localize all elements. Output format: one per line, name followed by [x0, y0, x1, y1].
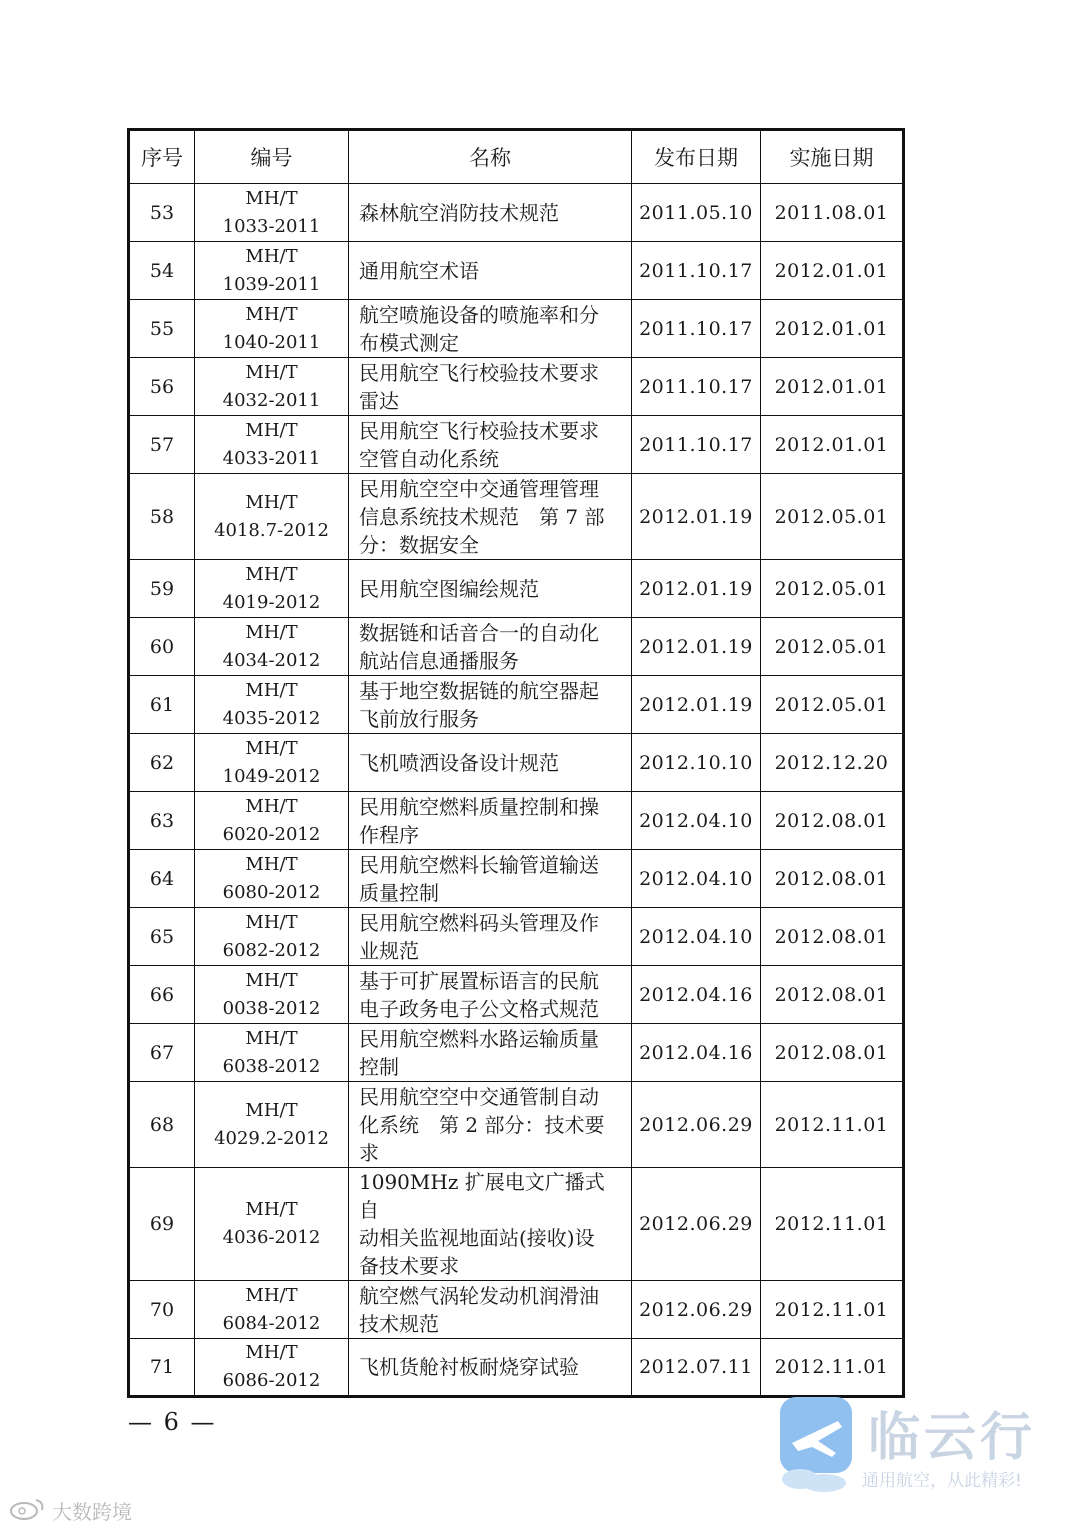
cell-publish-date: 2011.10.17 — [632, 300, 761, 358]
cell-code — [195, 1024, 349, 1082]
cell-effective-date: 2012.11.01 — [761, 1168, 904, 1281]
code-line: MH/T — [245, 969, 298, 991]
cell-seq: 63 — [129, 792, 195, 850]
cell-name — [349, 850, 632, 908]
cell-publish-date: 2012.01.19 — [632, 676, 761, 734]
code-line: 4033-2011 — [222, 447, 321, 469]
code-line: 1033-2011 — [222, 215, 321, 237]
cell-effective-date: 2012.08.01 — [761, 850, 904, 908]
cell-effective-date: 2012.01.01 — [761, 416, 904, 474]
cell-name — [349, 300, 632, 358]
cell-name — [349, 618, 632, 676]
code-line: 1040-2011 — [222, 331, 321, 353]
cell-effective-date: 2012.05.01 — [761, 474, 904, 560]
cell-seq: 60 — [129, 618, 195, 676]
cell-seq: 67 — [129, 1024, 195, 1082]
cell-publish-date: 2011.10.17 — [632, 358, 761, 416]
table-row — [129, 734, 904, 792]
code-line: 4032-2011 — [222, 389, 321, 411]
cell-effective-date: 2012.08.01 — [761, 1024, 904, 1082]
standards-table — [127, 128, 905, 1398]
code-line: 4018.7-2012 — [214, 519, 329, 541]
name-line: 民用航空图编绘规范 — [359, 576, 539, 601]
code-line: MH/T — [245, 491, 298, 513]
name-line: 森林航空消防技术规范 — [359, 200, 559, 225]
name-line: 化系统 第 2 部分：技术要 — [359, 1112, 605, 1137]
name-line: 民用航空空中交通管理管理 — [359, 476, 599, 501]
watermark-text: 大数跨境 — [52, 1500, 132, 1524]
cell-code — [195, 416, 349, 474]
code-line: 4034-2012 — [222, 649, 321, 671]
cell-seq: 54 — [129, 242, 195, 300]
cell-name — [349, 734, 632, 792]
name-line: 电子政务电子公文格式规范 — [359, 996, 599, 1021]
code-line: MH/T — [245, 1199, 298, 1220]
cell-seq: 71 — [129, 1339, 195, 1397]
name-line: 备技术要求 — [359, 1254, 459, 1278]
cell-code — [195, 792, 349, 850]
cell-code — [195, 184, 349, 242]
name-line: 民用航空飞行校验技术要求 — [359, 360, 599, 385]
name-line: 基于可扩展置标语言的民航 — [359, 968, 599, 993]
cell-publish-date: 2012.07.11 — [632, 1339, 761, 1397]
cell-name — [349, 1024, 632, 1082]
cell-publish-date: 2011.05.10 — [632, 184, 761, 242]
cell-publish-date: 2012.01.19 — [632, 474, 761, 560]
table-row — [129, 474, 904, 560]
cell-name — [349, 184, 632, 242]
table-row — [129, 676, 904, 734]
cell-code — [195, 474, 349, 560]
name-line: 飞机货舱衬板耐烧穿试验 — [359, 1355, 579, 1379]
table-row — [129, 966, 904, 1024]
code-line: MH/T — [245, 563, 298, 585]
header-publish-date: 发布日期 — [632, 130, 761, 184]
code-line: MH/T — [245, 1099, 298, 1121]
table-row — [129, 1339, 904, 1397]
name-line: 民用航空燃料长输管道输送 — [359, 852, 599, 877]
logo-slogan: 通用航空，从此精彩! — [862, 1471, 1022, 1491]
cell-name — [349, 242, 632, 300]
name-line: 数据链和话音合一的自动化 — [359, 620, 599, 645]
cell-name — [349, 416, 632, 474]
cell-publish-date: 2012.04.10 — [632, 792, 761, 850]
cell-name — [349, 474, 632, 560]
cell-name — [349, 1168, 632, 1281]
table-row — [129, 792, 904, 850]
cell-effective-date: 2012.08.01 — [761, 792, 904, 850]
cell-publish-date: 2012.06.29 — [632, 1082, 761, 1168]
cell-code — [195, 1281, 349, 1339]
cell-effective-date: 2012.08.01 — [761, 966, 904, 1024]
name-line: 民用航空燃料水路运输质量 — [359, 1026, 599, 1051]
name-line: 飞前放行服务 — [359, 706, 479, 731]
cell-name — [349, 966, 632, 1024]
cell-effective-date: 2012.01.01 — [761, 300, 904, 358]
cell-seq: 61 — [129, 676, 195, 734]
name-line: 空管自动化系统 — [359, 446, 499, 471]
cell-publish-date: 2012.10.10 — [632, 734, 761, 792]
code-line: 6080-2012 — [222, 881, 321, 903]
cell-code — [195, 1168, 349, 1281]
cell-seq: 58 — [129, 474, 195, 560]
cell-seq: 66 — [129, 966, 195, 1024]
cell-code — [195, 1339, 349, 1397]
cell-code — [195, 966, 349, 1024]
cell-publish-date: 2012.04.16 — [632, 966, 761, 1024]
code-line: MH/T — [245, 1284, 298, 1306]
cell-seq: 65 — [129, 908, 195, 966]
cell-seq: 70 — [129, 1281, 195, 1339]
code-line: MH/T — [245, 911, 298, 933]
code-line: MH/T — [245, 853, 298, 875]
table-header-row — [129, 130, 904, 184]
cell-code — [195, 676, 349, 734]
cell-seq: 56 — [129, 358, 195, 416]
cell-seq: 62 — [129, 734, 195, 792]
name-line: 通用航空术语 — [359, 258, 479, 283]
name-line: 雷达 — [359, 388, 399, 413]
code-line: 4019-2012 — [222, 591, 321, 613]
cell-seq: 53 — [129, 184, 195, 242]
table-row — [129, 416, 904, 474]
table-row — [129, 358, 904, 416]
name-line: 民用航空空中交通管制自动 — [359, 1084, 599, 1109]
name-line: 民用航空燃料质量控制和操 — [359, 794, 599, 819]
table-row — [129, 560, 904, 618]
code-line: MH/T — [245, 187, 298, 209]
weibo-icon — [8, 1496, 48, 1520]
cell-code — [195, 618, 349, 676]
cell-seq: 69 — [129, 1168, 195, 1281]
code-line: MH/T — [245, 303, 298, 325]
cell-code — [195, 908, 349, 966]
code-line: 6082-2012 — [222, 939, 321, 961]
cell-publish-date: 2012.04.10 — [632, 908, 761, 966]
code-line: 1049-2012 — [222, 765, 321, 787]
table-body — [129, 184, 904, 1397]
table-row — [129, 1082, 904, 1168]
cell-effective-date: 2011.08.01 — [761, 184, 904, 242]
code-line: 6038-2012 — [222, 1055, 321, 1077]
cell-publish-date: 2011.10.17 — [632, 242, 761, 300]
cell-effective-date: 2012.05.01 — [761, 676, 904, 734]
code-line: 4035-2012 — [222, 707, 321, 729]
cell-publish-date: 2012.01.19 — [632, 618, 761, 676]
code-line: MH/T — [245, 737, 298, 759]
logo-title: 临云行 — [868, 1408, 1037, 1468]
cell-effective-date: 2012.01.01 — [761, 358, 904, 416]
name-line: 航空喷施设备的喷施率和分 — [359, 302, 599, 327]
name-line: 布模式测定 — [359, 330, 459, 355]
cell-code — [195, 560, 349, 618]
cell-name — [349, 1339, 632, 1397]
table-row — [129, 242, 904, 300]
cell-name — [349, 676, 632, 734]
cell-effective-date: 2012.11.01 — [761, 1339, 904, 1397]
table-row — [129, 618, 904, 676]
code-line: 0038-2012 — [222, 997, 321, 1019]
header-seq: 序号 — [129, 130, 195, 184]
cell-name — [349, 1281, 632, 1339]
cell-publish-date: 2012.01.19 — [632, 560, 761, 618]
cell-code — [195, 358, 349, 416]
code-line: 4036-2012 — [222, 1227, 321, 1248]
code-line: MH/T — [245, 621, 298, 643]
code-line: 6020-2012 — [222, 823, 321, 845]
cell-effective-date: 2012.05.01 — [761, 560, 904, 618]
code-line: MH/T — [245, 361, 298, 383]
cell-code — [195, 242, 349, 300]
name-line: 控制 — [359, 1054, 399, 1079]
cell-seq: 64 — [129, 850, 195, 908]
name-line: 作程序 — [359, 822, 419, 847]
table-row — [129, 184, 904, 242]
code-line: 1039-2011 — [222, 273, 321, 295]
cell-publish-date: 2011.10.17 — [632, 416, 761, 474]
header-effective-date: 实施日期 — [761, 130, 904, 184]
code-line: MH/T — [245, 1342, 298, 1363]
cell-effective-date: 2012.12.20 — [761, 734, 904, 792]
name-line: 航空燃气涡轮发动机润滑油 — [359, 1283, 599, 1308]
name-line: 飞机喷洒设备设计规范 — [359, 750, 559, 775]
page-number: — 6 — — [128, 1408, 217, 1436]
cell-name — [349, 908, 632, 966]
cell-seq: 57 — [129, 416, 195, 474]
code-line: MH/T — [245, 419, 298, 441]
code-line: MH/T — [245, 1027, 298, 1049]
code-line: 4029.2-2012 — [214, 1127, 329, 1149]
code-line: 6086-2012 — [222, 1370, 321, 1391]
table-row — [129, 1281, 904, 1339]
name-line: 业规范 — [359, 938, 419, 963]
cell-effective-date: 2012.01.01 — [761, 242, 904, 300]
cell-effective-date: 2012.05.01 — [761, 618, 904, 676]
table-row — [129, 1168, 904, 1281]
cell-name — [349, 1082, 632, 1168]
cell-publish-date: 2012.06.29 — [632, 1281, 761, 1339]
cell-name — [349, 358, 632, 416]
name-line: 求 — [359, 1140, 379, 1165]
header-name: 名称 — [349, 130, 632, 184]
name-line: 民用航空燃料码头管理及作 — [359, 910, 599, 935]
table-row — [129, 1024, 904, 1082]
cell-code — [195, 300, 349, 358]
cell-name — [349, 560, 632, 618]
table-row — [129, 300, 904, 358]
cell-effective-date: 2012.08.01 — [761, 908, 904, 966]
name-line: 信息系统技术规范 第 7 部 — [359, 504, 605, 529]
name-line: 民用航空飞行校验技术要求 — [359, 418, 599, 443]
table-row — [129, 850, 904, 908]
table-row — [129, 908, 904, 966]
cell-publish-date: 2012.06.29 — [632, 1168, 761, 1281]
cell-name — [349, 792, 632, 850]
name-line: 1090MHz 扩展电文广播式自 — [359, 1170, 605, 1222]
cell-seq: 59 — [129, 560, 195, 618]
code-line: MH/T — [245, 795, 298, 817]
name-line: 动相关监视地面站(接收)设 — [359, 1226, 595, 1250]
code-line: MH/T — [245, 245, 298, 267]
cell-effective-date: 2012.11.01 — [761, 1082, 904, 1168]
name-line: 技术规范 — [359, 1311, 439, 1336]
name-line: 分：数据安全 — [359, 532, 479, 557]
cell-code — [195, 734, 349, 792]
name-line: 质量控制 — [359, 880, 439, 905]
name-line: 基于地空数据链的航空器起 — [359, 678, 599, 703]
header-code: 编号 — [195, 130, 349, 184]
cell-publish-date: 2012.04.16 — [632, 1024, 761, 1082]
cell-seq: 68 — [129, 1082, 195, 1168]
name-line: 航站信息通播服务 — [359, 648, 519, 673]
cell-seq: 55 — [129, 300, 195, 358]
cell-effective-date: 2012.11.01 — [761, 1281, 904, 1339]
code-line: MH/T — [245, 679, 298, 701]
cell-publish-date: 2012.04.10 — [632, 850, 761, 908]
cell-code — [195, 850, 349, 908]
code-line: 6084-2012 — [222, 1312, 321, 1334]
cell-code — [195, 1082, 349, 1168]
